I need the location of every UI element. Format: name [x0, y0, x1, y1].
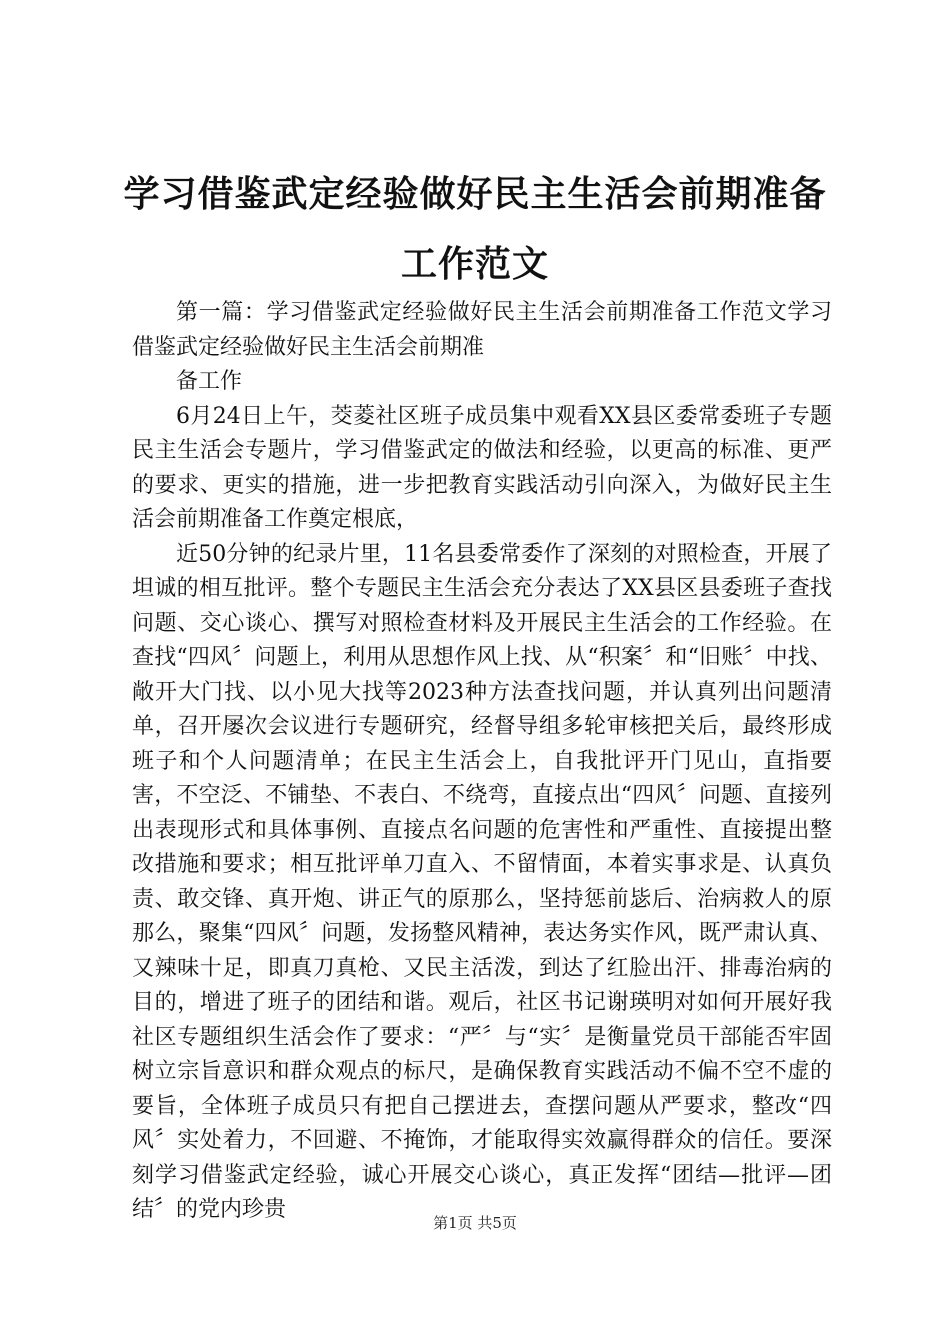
- page-number-footer: 第1页 共5页: [433, 1214, 517, 1232]
- document-body: [132, 296, 832, 1228]
- paragraph-intro: 6月24日上午，茭菱社区班子成员集中观看XX县区委常委班子专题民主生活会专题片，学习借鉴武定的做法和经验，以更高的标准、更严的要求、更实的措施，进一步把教育实践活动引向深入，为做好民主生活会前期准备工作奠定根底，: [132, 403, 832, 532]
- document-title: 学习借鉴武定经验做好民主生活会前期准备工作范文: [123, 174, 827, 285]
- paragraph-main: 近50分钟的纪录片里，11名县委常委作了深刻的对照检查，开展了坦诚的相互批评。整个专题民主生活会充分表达了XX县区县委班子查找问题、交心谈心、撰写对照检查材料及开展民主生活会的工作经验。在查找“四风〞问题上，利用从思想作风上找、从“积案〞和“旧账〞中找、敞开大门找、以小见大找等2023种方法查找问题，并认真列出问题清单，召开屡次会议进行专题研究，经督导组多轮审核把关后，最终形成班子和个人问题清单；在民主生活会上，自我批评开门见山，直指要害，不空泛、不铺垫、不表白、不绕弯，直接点出“四风〞问题、直接列出表现形式和具体事例、直接点名问题的危害性和严重性、直接提出整改措施和要求；相互批评单刀直入、不留情面，本着实事求是、认真负责、敢交锋、真开炮、讲正气的原那么，坚持惩前毖后、治病救人的原那么，聚集“四风〞问题，发扬整风精神，表达务实作风，既严肃认真、又辣味十足，即真刀真枪、又民主活泼，到达了红脸出汗、排毒治病的目的，增进了班子的团结和谐。观后，社区书记谢瑛明对如何开展好我社区专题组织生活会作了要求：“严〞与“实〞是衡量党员干部能否牢固树立宗旨意识和群众观点的标尺，是确保教育实践活动不偏不空不虚的要旨，全体班子成员只有把自己摆进去，查摆问题从严要求，整改“四风〞实处着力，不回避、不掩饰，才能取得实效赢得群众的信任。要深刻学习借鉴武定经验，诚心开展交心谈心，真正发挥“团结—批评—团结〞的党内珍贵: [132, 541, 832, 1222]
- paragraph-heading: 第一篇：学习借鉴武定经验做好民主生活会前期准备工作范文学习借鉴武定经验做好民主生活会前期准: [132, 300, 832, 360]
- paragraph-heading-continued: 备工作: [176, 369, 243, 394]
